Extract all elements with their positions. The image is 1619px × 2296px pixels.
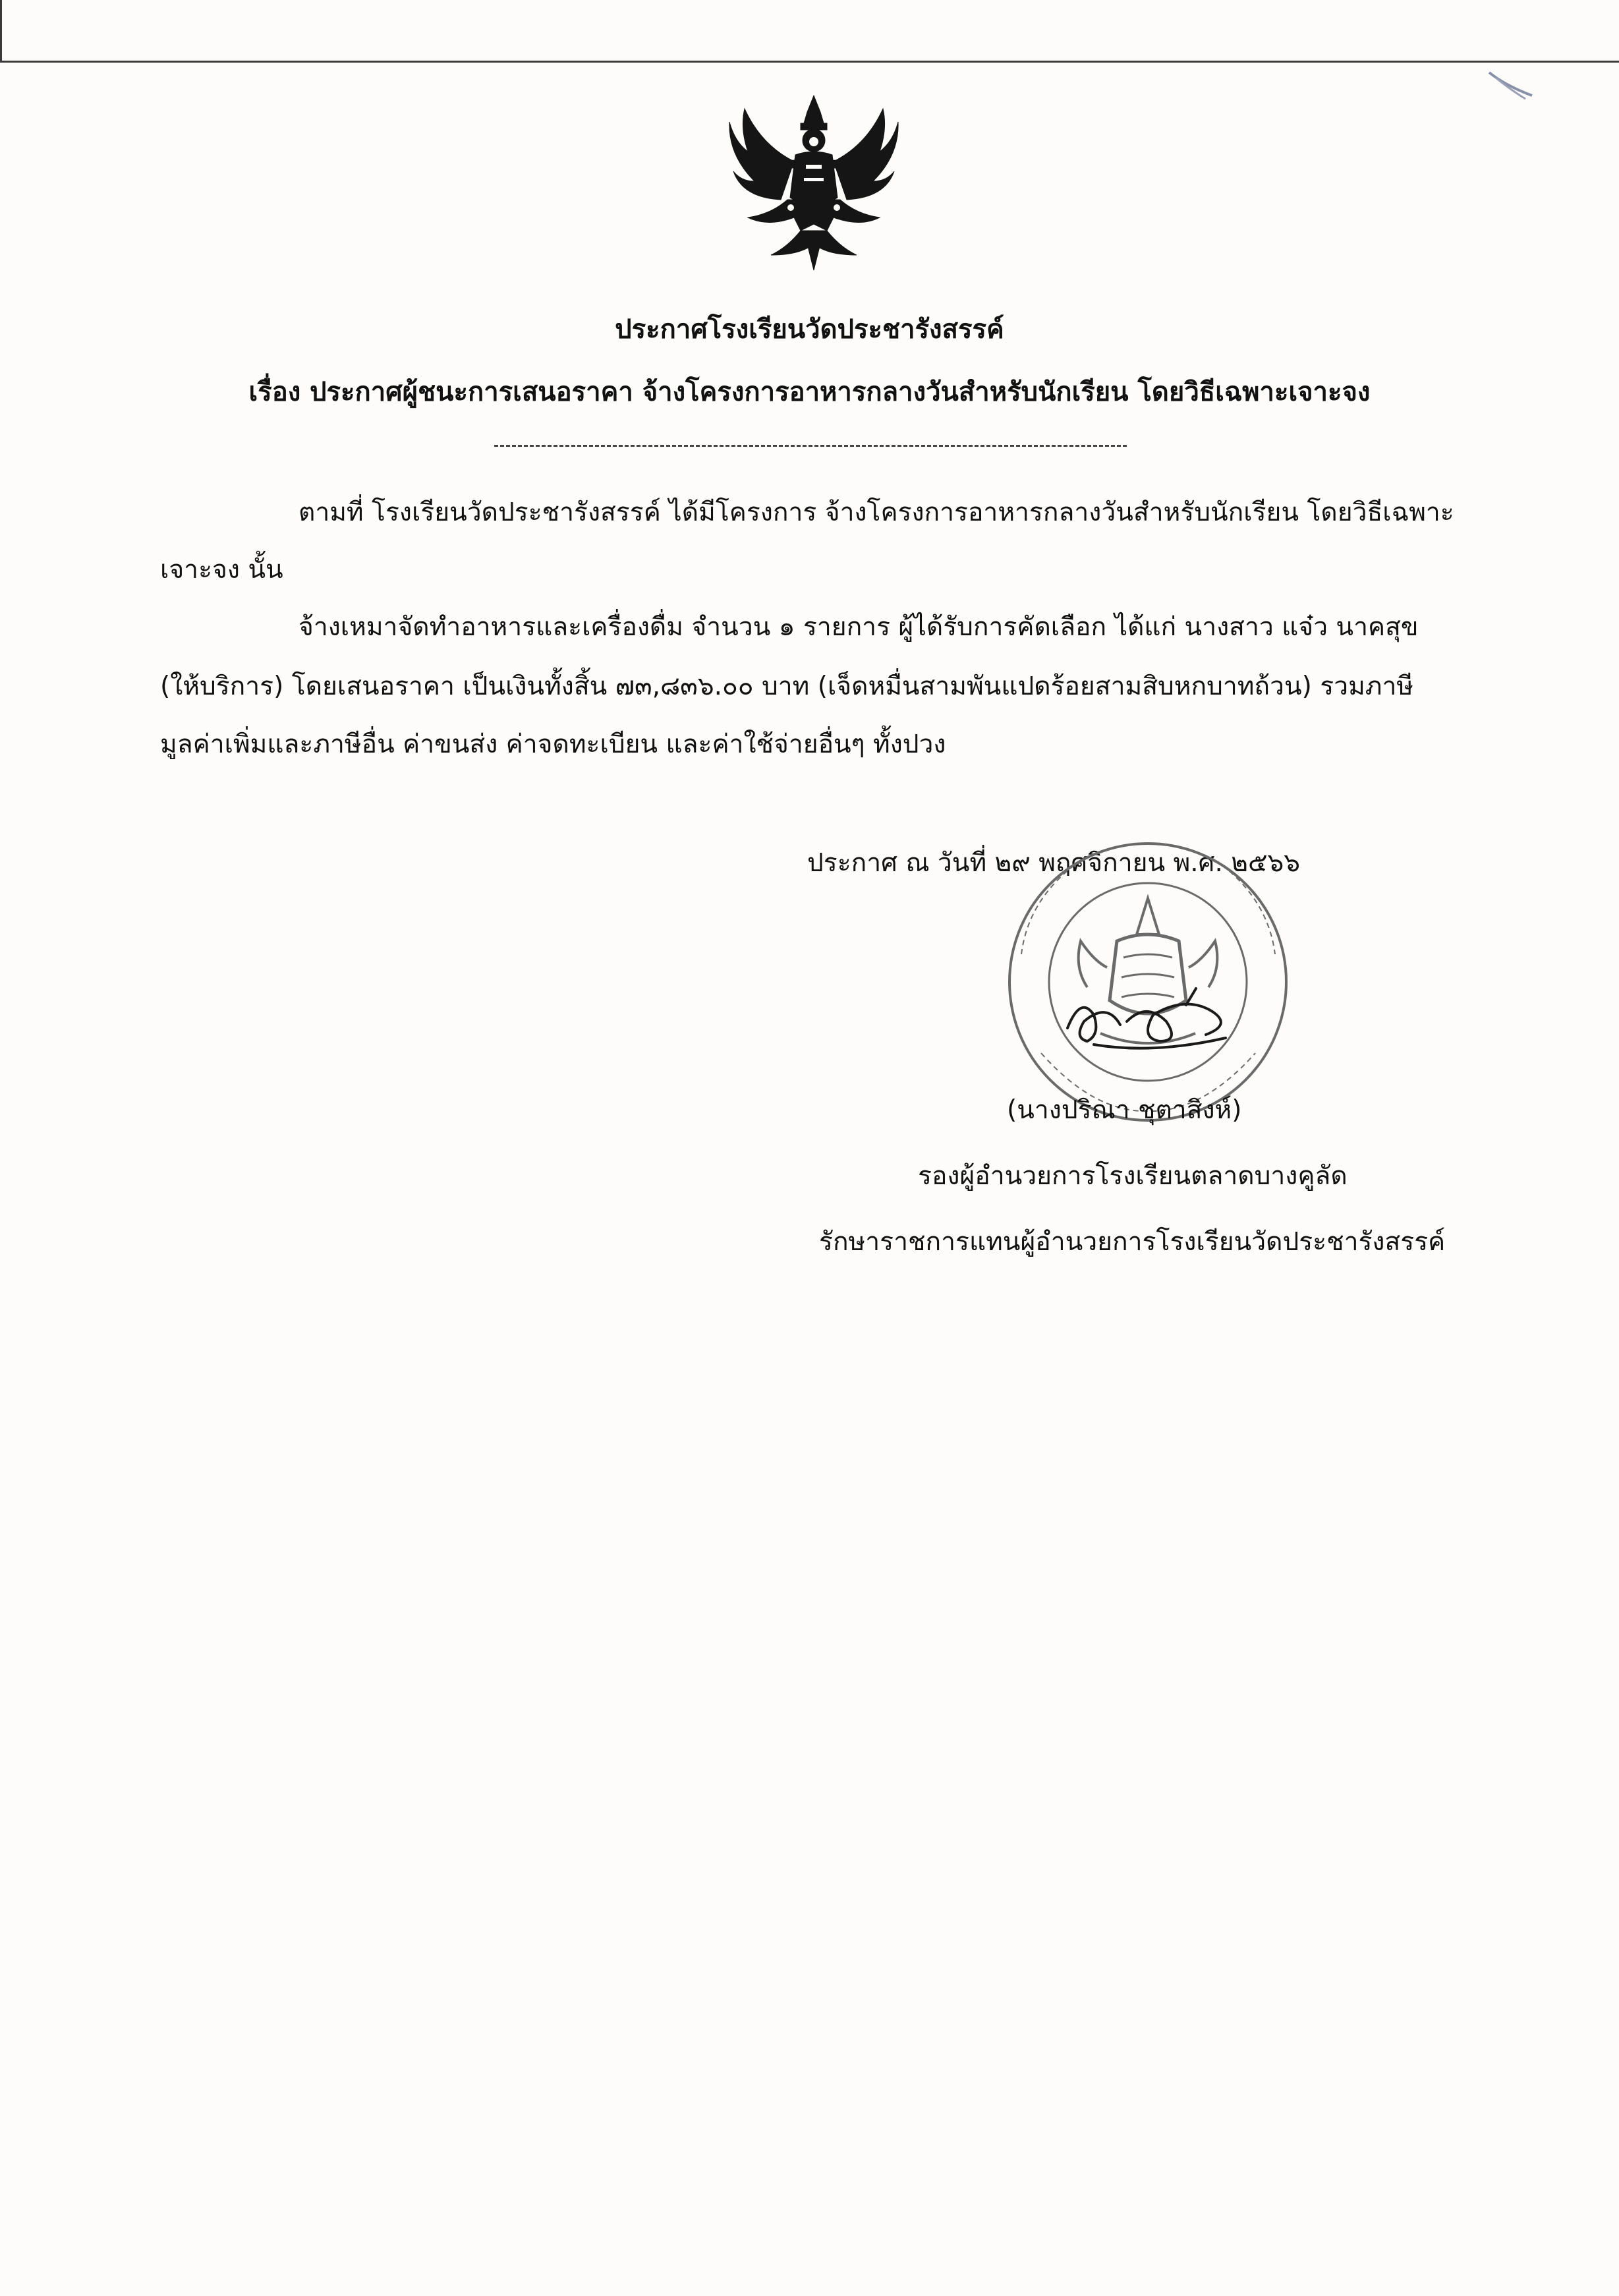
paragraph-2-line-2: (ให้บริการ) โดยเสนอราคา เป็นเงินทั้งสิ้น ๗๓,๘๓๖.๐๐ บาท (เจ็ดหมื่นสามพันแปดร้อยสามสิบหกบาทถ้วน) รวมภาษี [160,672,1414,701]
scan-border-top [0,61,1619,63]
announcement-subject: เรื่อง ประกาศผู้ชนะการเสนอราคา จ้างโครงการอาหารกลางวันสำหรับนักเรียน โดยวิธีเฉพาะเจาะจง [248,377,1371,407]
paragraph-1-line-2: เจาะจง นั้น [160,555,283,585]
paragraph-1-line-1: ตามที่ โรงเรียนวัดประชารังสรรค์ ได้มีโครงการ จ้างโครงการอาหารกลางวันสำหรับนักเรียน โดยวิธีเฉพาะ [298,498,1454,527]
signer-position-1: รองผู้อำนวยการโรงเรียนตลาดบางคูลัด [918,1161,1348,1191]
handwritten-signature [1054,975,1252,1061]
separator-dashed-line [494,445,1127,447]
paragraph-2-line-1: จ้างเหมาจัดทำอาหารและเครื่องดื่ม จำนวน ๑ รายการ ผู้ได้รับการคัดเลือก ได้แก่ นางสาว แจ๋ว นาคสุข [298,612,1419,642]
scan-border-left [0,0,2,63]
paragraph-2-line-3: มูลค่าเพิ่มและภาษีอื่น ค่าขนส่ง ค่าจดทะเบียน และค่าใช้จ่ายอื่นๆ ทั้งปวง [160,730,946,759]
signer-position-2: รักษาราชการแทนผู้อำนวยการโรงเรียนวัดประชารังสรรค์ [819,1227,1446,1257]
announcement-date: ประกาศ ณ วันที่ ๒๙ พฤศจิกายน พ.ศ. ๒๕๖๖ [807,848,1300,878]
garuda-emblem-icon [708,82,919,293]
scan-mark-icon [1486,66,1539,105]
signer-name: (นางปริณา ชุตาสิงห์) [1007,1095,1242,1125]
announcement-title: ประกาศโรงเรียนวัดประชารังสรรค์ [615,314,1004,345]
